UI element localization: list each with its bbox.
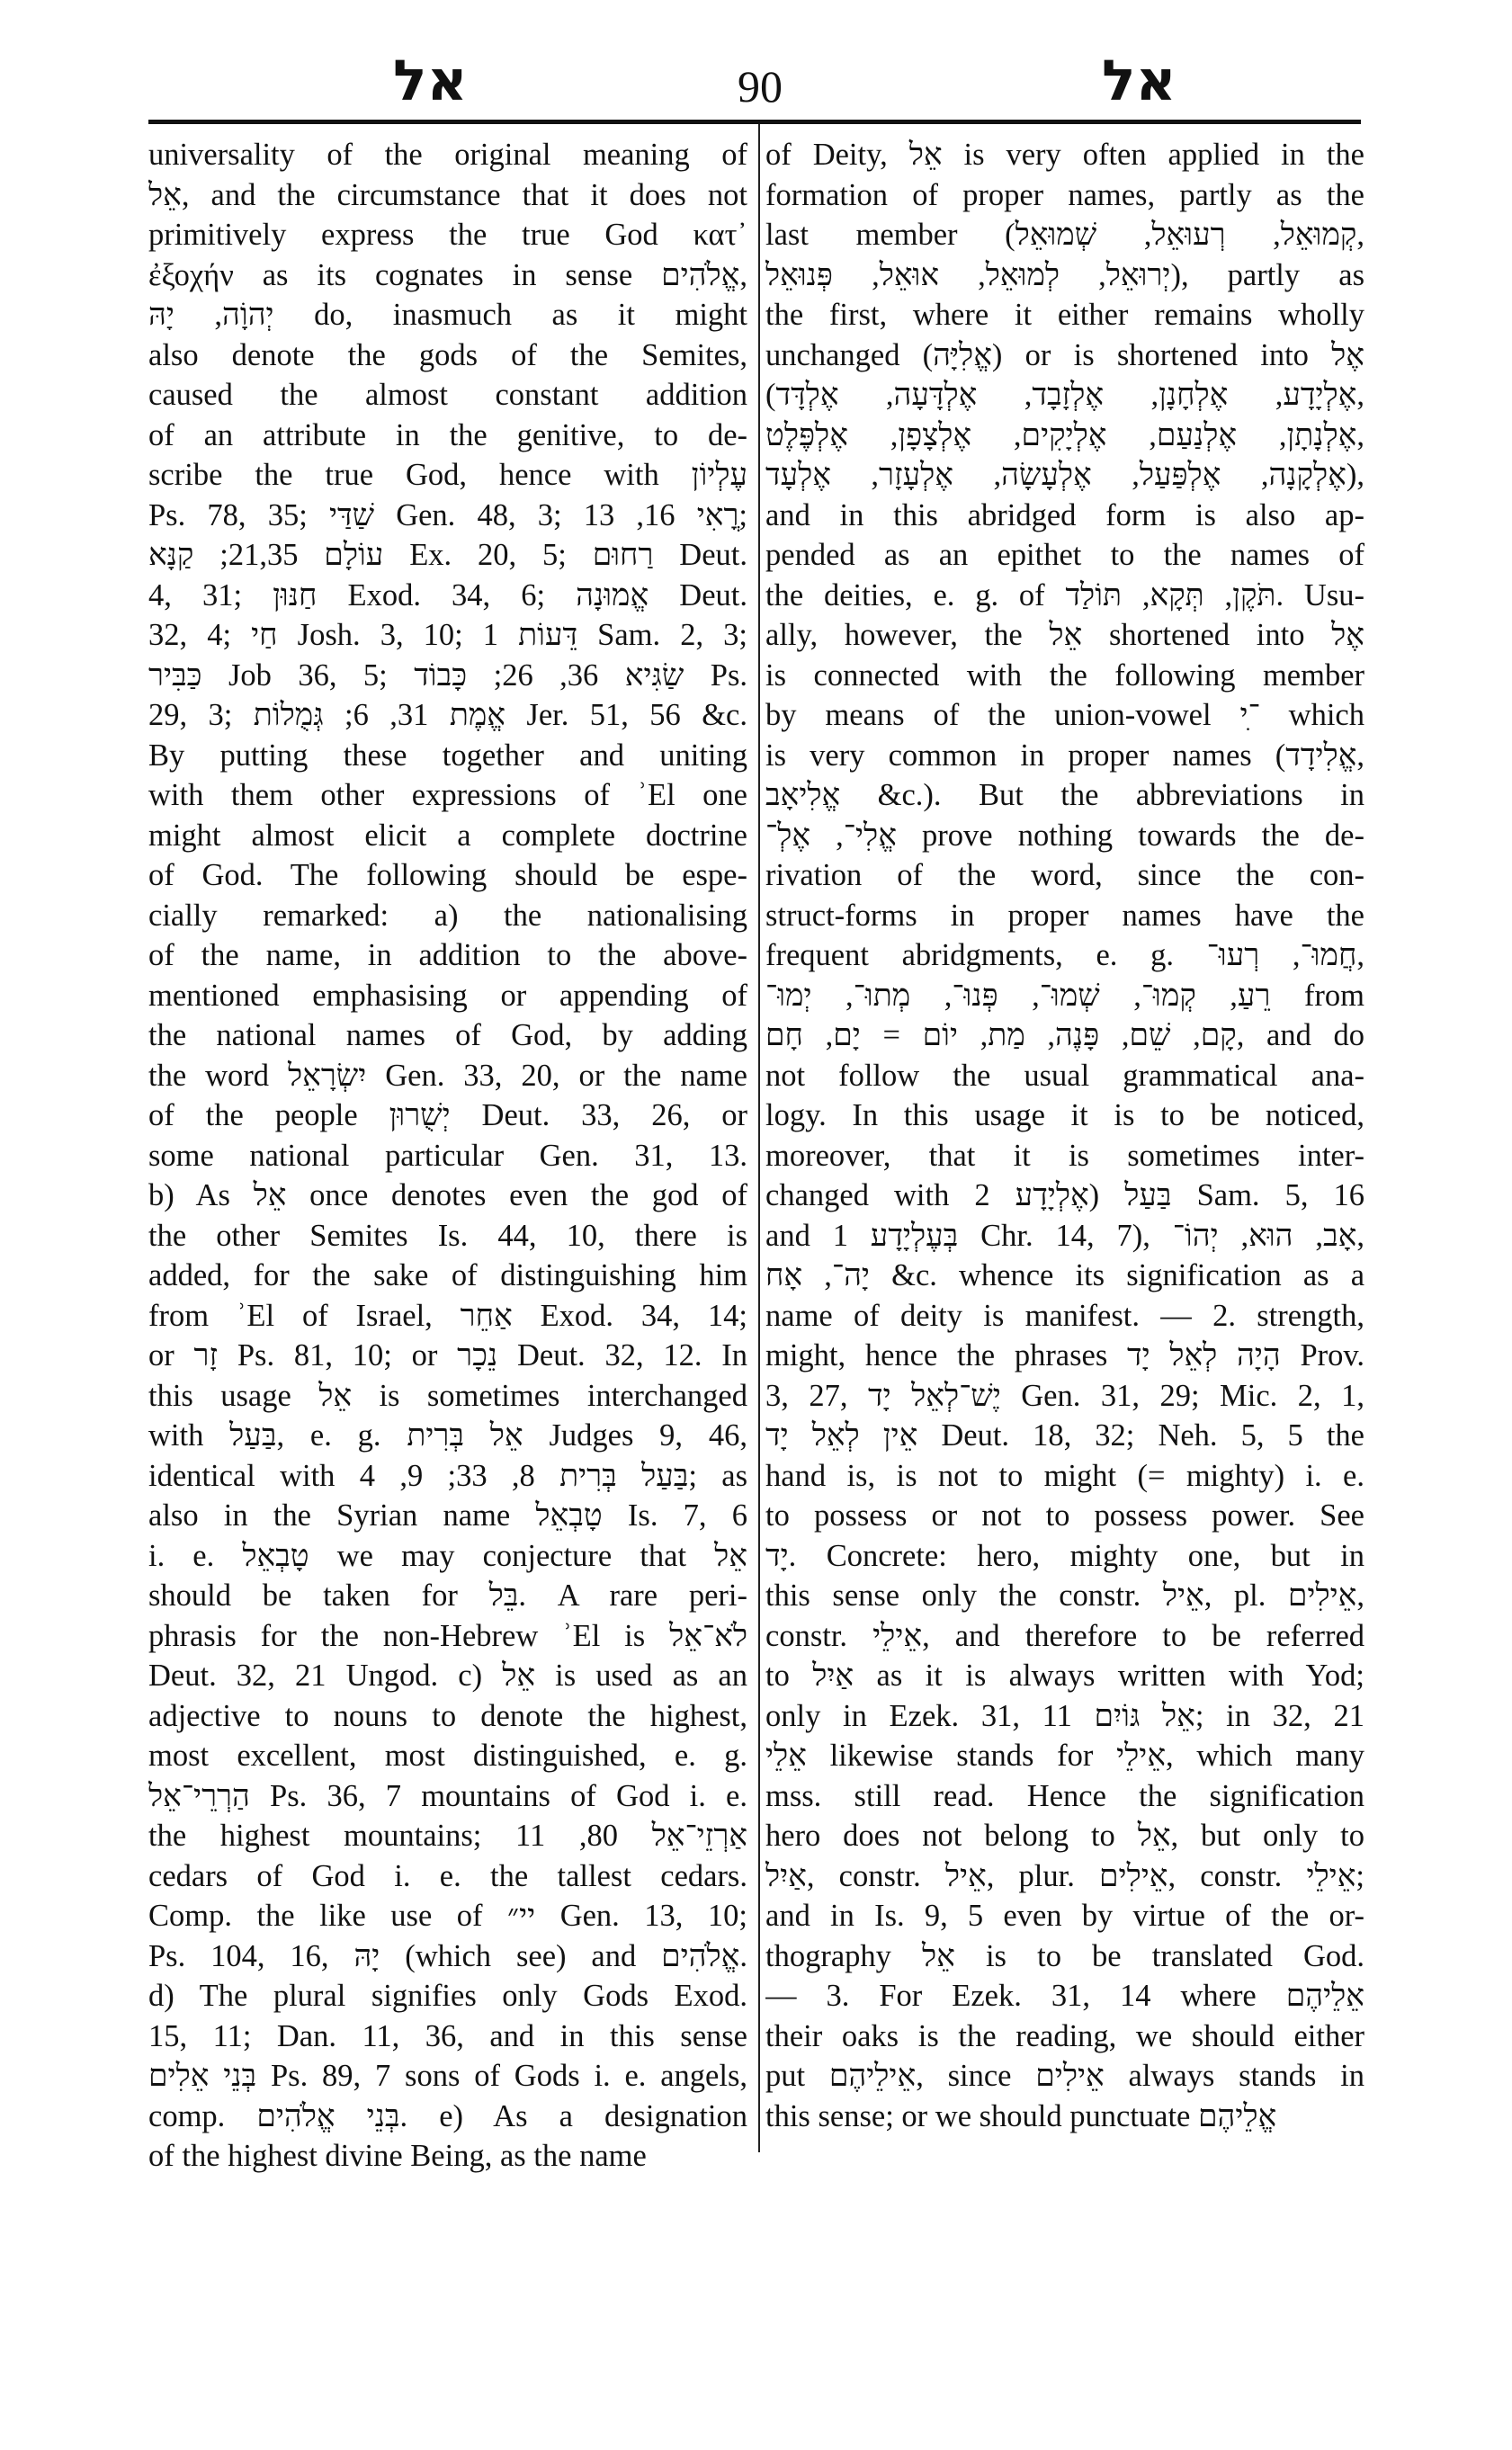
column-divider	[758, 124, 760, 2152]
text-line: scribe the true God, hence with עֶלְיוֹן	[148, 458, 747, 492]
text-line: קָם, שֵׁם, פָּנֶה, מַת, יוֹם = יָם, חָם, and do	[765, 1018, 1364, 1052]
text-line: is very common in proper names (אֱלִידָד,	[765, 738, 1364, 773]
text-line: unchanged (אֱלִיָּה) or is shortened into אֶל	[765, 337, 1364, 372]
text-line: added, for the sake of distinguishing him	[148, 1258, 747, 1292]
text-line: and בְּעֶלְיָדָע 1 Chr. 14, 7), אָב, הוּא, יְהוֹ־,	[765, 1218, 1364, 1253]
text-line: this sense only the constr. אֵיל, pl. אֵילִים,	[765, 1578, 1364, 1613]
text-line: name of deity is manifest. — 2. strength,	[765, 1298, 1364, 1333]
text-line: also denote the gods of the Semites,	[148, 337, 747, 372]
text-line: of God. The following should be espe-	[148, 858, 747, 892]
text-line: to possess or not to possess power. See	[765, 1498, 1364, 1533]
text-line: formation of proper names, partly as the	[765, 177, 1364, 212]
text-line: put אֵילֵיהֶם, since אֵילִים always stands in	[765, 2059, 1364, 2093]
text-line: primitively express the true God κατ᾽	[148, 218, 747, 252]
text-line: אַיִל, constr. אֵיל, plur. אֵילִים, constr. אֵילֵי;	[765, 1858, 1364, 1893]
text-line: phrasis for the non-Hebrew ʾEl is לֹא־אֵל	[148, 1618, 747, 1653]
running-head	[148, 45, 1361, 117]
text-line: 15, 11; Dan. 11, 36, and in this sense	[148, 2018, 747, 2053]
text-line: or זָר Ps. 81, 10; or נֵכָר Deut. 32, 12. In	[148, 1338, 747, 1373]
text-line: this usage אֵל is sometimes interchanged	[148, 1378, 747, 1413]
text-line: the national names of God, by adding	[148, 1018, 747, 1052]
left-column	[148, 135, 747, 2177]
text-line: moreover, that it is sometimes inter-	[765, 1138, 1364, 1173]
text-line: most excellent, most distinguished, e. g.	[148, 1739, 747, 1773]
header-rule	[148, 120, 1361, 124]
text-line: some national particular Gen. 31, 13.	[148, 1138, 747, 1173]
text-line: last member (קְמוּאֵל, רְעוּאֵל, שְׁמוּאֵל,	[765, 218, 1364, 252]
text-line: 32, 4; חַי Josh. 3, 10; דֵּעוֹת 1 Sam. 2, 3;	[148, 618, 747, 652]
text-line: and in this abridged form is also ap-	[765, 497, 1364, 532]
text-line: 29, 3; אֱמֶת 31, 6; גְּמֻלוֹת Jer. 51, 56 &c.	[148, 698, 747, 732]
text-line: the highest mountains; אַרְזֵי־אֵל 80, 11	[148, 1819, 747, 1853]
text-line: ἐξοχήν as its cognates in sense אֱלֹהִים,	[148, 257, 747, 292]
text-line: the word יִשְׂרָאֵל Gen. 33, 20, or the name	[148, 1058, 747, 1093]
text-line: 4, 31; חַנּוּן Exod. 34, 6; אֱמוּנָה Deut.	[148, 577, 747, 612]
text-line: rivation of the word, since the con-	[765, 858, 1364, 892]
text-line: By putting these together and uniting	[148, 738, 747, 773]
text-line: pended as an epithet to the names of	[765, 538, 1364, 572]
text-line: אֱלִיאָב &c.). But the abbreviations in	[765, 778, 1364, 812]
text-line: d) The plural signifies only Gods Exod.	[148, 1979, 747, 2013]
text-line: of an attribute in the genitive, to de-	[148, 417, 747, 452]
text-line: this sense; or we should punctuate אֱלֵיהֶם	[765, 2098, 1277, 2133]
text-line: mentioned emphasising or appending of	[148, 978, 747, 1013]
text-line: אֱלִי־, אֶלְ־ prove nothing towards the de-	[765, 818, 1364, 853]
text-line: frequent abridgments, e. g. חֲמוּ־, רְעוּ־,	[765, 938, 1364, 972]
text-line: struct-forms in proper names have the	[765, 898, 1364, 933]
text-line: changed with בַּעַל (אֶלְיָדָע 2 Sam. 5, 16	[765, 1178, 1364, 1212]
text-line: יָה־, אָח &c. whence its signification as a	[765, 1258, 1364, 1292]
text-line: Deut. 32, 21 Ungod. c) אֵל is used as an	[148, 1659, 747, 1693]
page-number: 90	[738, 61, 783, 112]
left-headword: אל	[393, 48, 468, 113]
text-line: caused the almost constant addition	[148, 378, 747, 412]
text-line: cially remarked: a) the nationalising	[148, 898, 747, 933]
text-line: יְהוָֹה, יָהּ do, inasmuch as it might	[148, 298, 747, 332]
text-line: comp. בְּנֵי אֱלֹהִים. e) As a designation	[148, 2098, 747, 2133]
text-line: mss. still read. Hence the signification	[765, 1778, 1364, 1813]
text-line: of Deity, אֵל is very often applied in the	[765, 138, 1364, 172]
text-line: cedars of God i. e. the tallest cedars.	[148, 1858, 747, 1893]
text-line: הַרְרֵי־אֵל Ps. 36, 7 mountains of God i. e.	[148, 1778, 747, 1813]
text-line: the deities, e. g. of תֹּקֶן, תְּקָא, תּוֹלַד. Usu-	[765, 577, 1364, 612]
text-line: hand is, is not to might (= mighty) i. e.	[765, 1458, 1364, 1493]
text-line: to אַיִל as it is always written with Yod;	[765, 1659, 1364, 1693]
text-line: from ʾEl of Israel, אַחֵר Exod. 34, 14;	[148, 1298, 747, 1333]
text-line: might, hence the phrases הָיָה לְאֵל יָד Prov.	[765, 1338, 1364, 1373]
text-line: is connected with the following member	[765, 657, 1364, 693]
text-line: Ps. 104, 16, יָהּ (which see) and אֱלֹהִים.	[148, 1938, 747, 1973]
text-line: Comp. the like use of יי״ Gen. 13, 10;	[148, 1899, 747, 1933]
text-line: (אֶלְיָדָע, אֶלְחָנָן, אֶלְזָבָד, אֶלְדָּעָה, אֶלְדָּד,	[765, 378, 1364, 412]
text-line: כַּבִּיר Job 36, 5; שַׂגִּיא 36, 26; כָּבוֹד Ps.	[148, 657, 747, 693]
text-line: אֵלֵי likewise stands for אֵילֵי, which many	[765, 1739, 1364, 1773]
text-line: might almost elicit a complete doctrine	[148, 818, 747, 853]
text-line: b) As אֵל once denotes even the god of	[148, 1178, 747, 1212]
text-line: with them other expressions of ʾEl one	[148, 778, 747, 812]
text-line: יְרוּאֵל, לְמוּאֵל, אוּאֵל, פְּנוּאֵל), partly as	[765, 257, 1364, 292]
right-headword: אל	[1102, 48, 1176, 113]
text-line: אֵין לְאֵל יָד Deut. 18, 32; Neh. 5, 5 the	[765, 1418, 1364, 1453]
text-line: 3, 27, יֶשׁ־לְאֵל יָד Gen. 31, 29; Mic. 2, 1,	[765, 1378, 1364, 1413]
text-line: רֵעַ, קְמוּ־, שְׁמוּ־, פְּנוּ־, מְתוּ־, יְמוּ־ from	[765, 978, 1364, 1013]
text-line: אֶלְנָתָן, אֶלְנַעַם, אֶלְיָקִים, אֶלְצָפָן, אֶלְפֶּלֶט,	[765, 417, 1364, 452]
text-line: universality of the original meaning of	[148, 138, 747, 172]
text-line: adjective to nouns to denote the highest,	[148, 1698, 747, 1733]
text-line: אֶלְקָנָה, אֶלְפַּעַל, אֶלְעָשָׂה, אֶלְעָזָר, אֶלְעָד),	[765, 458, 1364, 492]
text-line: ally, however, the אֵל shortened into אֶל	[765, 618, 1364, 652]
text-line: Ps. 78, 35; שַׁדַּי Gen. 48, 3; רֳאִי 16, 13;	[148, 497, 747, 532]
text-line: יָד. Concrete: hero, mighty one, but in	[765, 1538, 1364, 1573]
text-line: also in the Syrian name טָבְאֵל Is. 7, 6	[148, 1498, 747, 1533]
text-line: and in Is. 9, 5 even by virtue of the or-	[765, 1899, 1364, 1933]
text-line: עוֹלָם 21,35; קַנָּא Ex. 20, 5; רַחוּם Deut.	[148, 538, 747, 572]
text-line: not follow the usual grammatical ana-	[765, 1058, 1364, 1093]
text-line: only in Ezek. 31, 11 אֵל גּוֹיִם; in 32, 21	[765, 1698, 1364, 1733]
right-column	[765, 135, 1364, 2136]
text-line: — 3. For Ezek. 31, 14 where אֵלֵיהֶם	[765, 1979, 1364, 2013]
text-line: of the highest divine Being, as the name	[148, 2139, 647, 2173]
text-line: hero does not belong to אֵל, but only to	[765, 1819, 1364, 1853]
text-line: should be taken for בֵּל. A rare peri-	[148, 1578, 747, 1613]
text-line: בְּנֵי אֵלִים Ps. 89, 7 sons of Gods i. e. angels,	[148, 2059, 747, 2093]
text-line: of the people יְשֻׁרוּן Deut. 33, 26, or	[148, 1098, 747, 1132]
text-line: constr. אֵילֵי, and therefore to be referred	[765, 1618, 1364, 1653]
text-line: identical with בַּעַל בְּרִית 8, 33; 9, 4; as	[148, 1458, 747, 1493]
text-line: logy. In this usage it is to be noticed,	[765, 1098, 1364, 1132]
text-line: by means of the union-vowel ־ִי which	[765, 698, 1364, 732]
text-line: of the name, in addition to the above-	[148, 938, 747, 972]
text-line: i. e. טָבְאֵל we may conjecture that אֵל	[148, 1538, 747, 1573]
text-line: with בַּעַל, e. g. אֵל בְּרִית Judges 9, 46,	[148, 1418, 747, 1453]
text-line: their oaks is the reading, we should either	[765, 2018, 1364, 2053]
text-line: the first, where it either remains wholly	[765, 298, 1364, 332]
text-line: אֵל, and the circumstance that it does not	[148, 177, 747, 212]
text-line: the other Semites Is. 44, 10, there is	[148, 1218, 747, 1253]
text-line: thography אֵל is to be translated God.	[765, 1938, 1364, 1973]
